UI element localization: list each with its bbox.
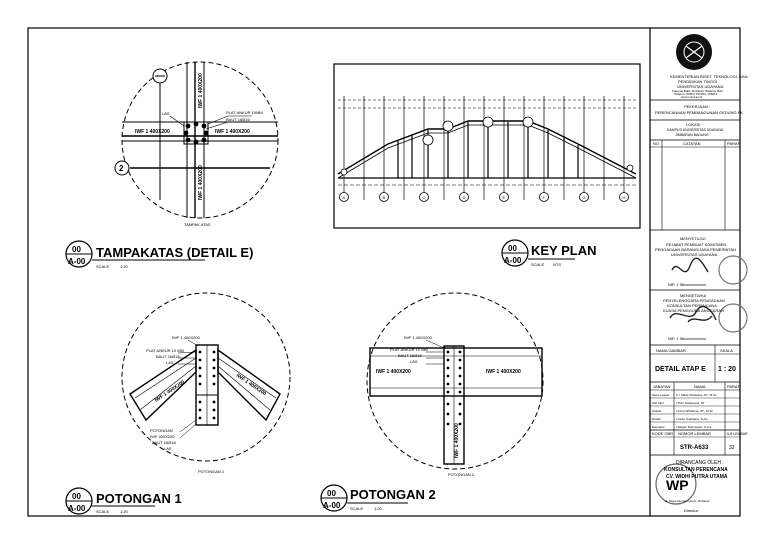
prepared-by-label: DIRANCANG OLEH : — [676, 460, 724, 466]
staff-name-1: Ir. I Made Wirasana, ST., M.Sc — [676, 393, 717, 397]
grid-label-b: B — [382, 195, 386, 200]
consultant-line-1: KONSULTAN PERENCANA — [664, 467, 728, 473]
staff-role-3: Arsitek — [652, 409, 662, 413]
potongan-1-iwf-right-label: IWF 1 400X200 — [234, 372, 268, 398]
potongan-2-iwf-right-label: IWF 1 400X200 — [486, 369, 521, 375]
potongan-1-title: POTONGAN 1 — [96, 491, 182, 506]
grid-label-d: D — [462, 195, 466, 200]
key-plan-title: KEY PLAN — [531, 243, 597, 258]
key-plan-scale-value: NTS — [553, 262, 561, 267]
potongan-2-sheet-ref: A-00 — [323, 501, 341, 510]
skala-label: SKALA — [720, 348, 733, 353]
potongan-2-number: 00 — [327, 489, 336, 498]
know-nip: NIP. 1 98xxxxxxxxxxx — [668, 336, 707, 341]
staff-role-1: Team Leader — [652, 393, 670, 397]
approve-line-3: UNIVERSITAS UDAYANA — [671, 252, 718, 257]
detail-e-las-label: LAS — [162, 111, 170, 116]
approve-line-2: PENGADAAN BARANG/JASA PEMERINTAH — [655, 247, 737, 252]
potongan-1-view — [122, 293, 290, 461]
consultant-line-2: CV. WIDHI PUTRA UTAMA — [666, 474, 728, 480]
address-line-3: www.unud.ac.id — [681, 95, 703, 99]
grid-label-h: H — [622, 195, 626, 200]
approve-label: MENYETUJUI — [680, 236, 706, 241]
potongan-2-iwf-top-label: IWF 1 400X200 — [404, 335, 432, 340]
detail-e-marker-2: 2 — [119, 164, 124, 173]
jumlah-lembar-value: 32 — [729, 445, 735, 451]
key-plan-sheet-ref: A-00 — [504, 256, 522, 265]
potongan-1-las-bottom-label: LAS — [164, 446, 172, 451]
staff-name-2: I Putu Sudarsana, ST — [676, 401, 705, 405]
approve-nip: NIP. 1 98xxxxxxxxxxx — [668, 282, 707, 287]
title-block — [650, 28, 747, 516]
potongan-1-iwf-diag-label: IWF 1 400X200 — [153, 379, 186, 404]
staff-name-3: I Ketut Wiratama, ST., M.Sc — [676, 409, 713, 413]
nomor-lembar-label: NOMOR LEMBAR — [678, 431, 711, 436]
potongan-1-caption: POTONGAN 1 — [198, 469, 225, 474]
nama-header: NAMA — [694, 384, 706, 389]
university-name: UNIVERSITAS UDAYANA — [677, 84, 724, 89]
detail-e-view — [115, 62, 278, 218]
key-plan-scale-label: SCALE — [531, 262, 545, 267]
paraf-header: PARAF — [727, 384, 741, 389]
key-plan-view — [334, 64, 640, 228]
potongan-1-scale-value: 1:20 — [120, 509, 128, 514]
potongan-1-potongan-label: POTONGAN — [150, 428, 173, 433]
potongan-2-iwf-vertical-label: IWF 1 400X200 — [454, 423, 460, 458]
know-line-2: KONSULTAN PERENCANA — [667, 303, 717, 308]
jabatan-header: JABATAN — [653, 384, 671, 389]
know-label: MENGETAHUI — [680, 293, 707, 298]
approver-signature — [672, 258, 708, 272]
consultant-stamp-mark: WP — [666, 477, 689, 493]
potongan-2-las-label: LAS — [410, 359, 418, 364]
potongan-1-scale-label: SCALE — [96, 509, 110, 514]
grid-label-g: G — [582, 195, 586, 200]
detail-e-iwf-right-label: IWF 1 400X200 — [215, 129, 250, 135]
detail-e-scale-value: 1:20 — [120, 264, 128, 269]
detail-e-iwf-vertical-bottom-label: IWF 1 400X200 — [198, 165, 204, 200]
potongan-1-number: 00 — [72, 492, 81, 501]
notes-col-catatan: CATATAN — [683, 141, 701, 146]
potongan-2-scale-value: 1:20 — [374, 506, 382, 511]
kode-gbr-value: STR-A633 — [680, 445, 709, 451]
grid-label-c: C — [422, 195, 426, 200]
detail-e-iwf-left-label: IWF 1 400X200 — [135, 129, 170, 135]
nama-gambar-label: NAMA GAMBAR — [656, 348, 686, 353]
staff-role-2: Ahli Sipil — [652, 401, 664, 405]
location-label: LOKASI : — [686, 122, 703, 127]
project-name: PERENCANAAN PEMBANGUNAN GEDUNG PK — [655, 110, 744, 115]
potongan-2-baut-label: BAUT 16Ø16 — [398, 353, 422, 358]
potongan-1-baut-bottom-label: BAUT 16Ø16 — [152, 440, 176, 445]
detail-e-baut-label: BAUT 16Ø16 — [226, 117, 250, 122]
key-plan-number: 00 — [508, 244, 517, 253]
staff-name-4: I Gede Suardana, S.Ars — [676, 417, 708, 421]
detail-e-caption: TAMPAK ATAS — [184, 222, 211, 227]
jumlah-lembar-label: JLH LEMBAR — [726, 432, 748, 436]
detail-e-number: 00 — [72, 245, 81, 254]
notes-col-no: NO — [653, 141, 659, 146]
potongan-2-scale-label: SCALE — [350, 506, 364, 511]
detail-e-title: TAMPAKATAS (DETAIL E) — [96, 245, 254, 260]
ministry-line-2: PENDIDIKAN TINGGI — [678, 79, 718, 84]
staff-name-5: I Wayan Darmawan, S.Ars — [676, 425, 712, 429]
project-label: PEKERJAAN : — [684, 104, 711, 109]
know-line-1: PENYELENGGARA PENGADAAN — [663, 298, 725, 303]
potongan-1-plat-label: PLAT ANKUR 10 MM — [146, 348, 184, 353]
potongan-2-title: POTONGAN 2 — [350, 487, 436, 502]
director-label: Direktur — [684, 508, 699, 513]
potongan-2-caption: POTONGAN 2 — [448, 472, 475, 477]
kode-gbr-label: KODE GBR — [652, 431, 674, 436]
address-line-2: Telepon: (0361) 701954, 701812 — [674, 92, 718, 96]
location-line-2: JIMBARAN BADUNG — [675, 133, 709, 137]
potongan-1-baut-label: BAUT 16Ø16 — [156, 354, 180, 359]
potongan-1-iwf-bottom-label: IWF 400X200 — [150, 434, 175, 439]
consultant-address: Jl. Raya Kampus Unud, Jimbaran — [665, 499, 710, 503]
grid-label-f: F — [542, 195, 545, 200]
grid-label-e: E — [502, 195, 506, 200]
detail-e-iwf-vertical-top-label: IWF 1 400X200 — [198, 73, 204, 108]
approval-stamp — [719, 256, 747, 284]
potongan-2-plat-label: PLAT ANKUR 10 MM — [390, 347, 428, 352]
drawing-name: DETAIL ATAP E — [655, 366, 706, 373]
potongan-1-las-label: LAS — [166, 360, 174, 365]
know-line-3: KUASA PENGGUNA ANGGARAN — [663, 308, 724, 313]
notes-col-paraf: PARAF — [727, 141, 741, 146]
potongan-2-iwf-left-label: IWF 1 400X200 — [376, 369, 411, 375]
detail-e-sheet-ref: A-00 — [68, 257, 86, 266]
ministry-line-1: KEMENTERIAN RISET, TEKNOLOGI, DAN — [670, 74, 748, 79]
location-line-1: KAMPUS UNIVERSITAS UDAYANA — [667, 128, 724, 132]
potongan-1-iwf-top-label: IWF 1 400X200 — [172, 335, 200, 340]
staff-role-4: Drafter — [652, 417, 662, 421]
address-line-1: Kampus Bukit Jimbaran, Badung, Bali — [672, 89, 723, 93]
grid-label-a: A — [342, 195, 346, 200]
staff-role-5: Estimator — [652, 425, 665, 429]
potongan-1-sheet-ref: A-00 — [68, 504, 86, 513]
detail-e-scale-label: SCALE — [96, 264, 110, 269]
approve-line-1: PEJABAT PEMBUAT KOMITMEN — [666, 242, 727, 247]
detail-e-plat-label: PLAT ANKUR 10MM — [226, 110, 263, 115]
drawing-scale: 1 : 20 — [718, 366, 736, 373]
